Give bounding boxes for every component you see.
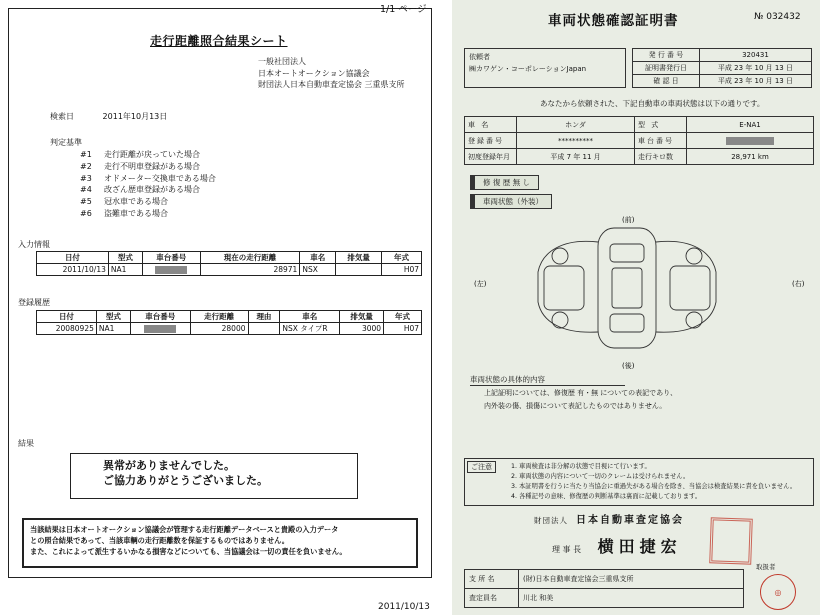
table-row: 2011/10/13 NA1 28971 NSX H07: [37, 264, 422, 276]
applicant-value: ㈱カワゲン・コーポレーションJapan: [469, 65, 587, 73]
chairman-label: 理 事 長: [552, 545, 582, 554]
intro-text: あなたから依頼された、下記自動車の車両状態は以下の通りです。: [540, 99, 765, 108]
organization-block: [258, 56, 428, 91]
org-line: 一般社団法人: [258, 57, 306, 66]
search-date-label: 検索日: [50, 112, 74, 121]
serial-number: № 032432: [754, 12, 801, 22]
remarks-list: [511, 462, 796, 502]
result-title: 結果: [18, 439, 34, 448]
redacted-chassis-number: [130, 323, 190, 335]
disclaimer-line: また、これによって派生するいかなる損害などについても、当協議会は一切の責任を負いません。: [30, 547, 347, 556]
criteria-item: #2 走行不明車登録がある場合: [80, 161, 200, 171]
criteria-item: #6 盗難車である場合: [80, 208, 168, 218]
vehicle-condition-certificate: [452, 0, 820, 615]
certificate-title: 車両状態確認証明書: [548, 13, 679, 29]
left-label: (左): [474, 280, 487, 288]
remarks-box: [464, 458, 814, 506]
chairman-line: [552, 534, 682, 557]
disclaimer-line: との照合結果であって、当該車輌の走行距離数を保証するものではありません。: [30, 536, 289, 545]
vehicle-table: 車 名 ホンダ 型 式 E-NA1 登録番号 ********** 車台番号 初度登録年月 平成 7 年 11 月 走行キロ数 28,971 km: [464, 116, 814, 165]
details-line: 内外装の傷、損傷について表記したものではありません。: [484, 402, 667, 410]
front-label: (前): [622, 216, 635, 224]
details-text: [484, 387, 677, 413]
disclaimer-box: [22, 518, 418, 568]
criteria-list: [80, 149, 216, 220]
remark-line: 3. 本証明書を行うに当たり当協会に重過失がある場合を除き、当協会は検査結果に責を負いません。: [511, 483, 797, 490]
search-date-row: [50, 111, 167, 122]
rear-label: (後): [622, 362, 635, 370]
org-line: 財団法人日本自動車査定協会 三重県支所: [258, 80, 405, 89]
issue-info-table: 発 行 番 号 320431 証明書発行日 平成 23 年 10 月 13 日 確 認 日 平成 23 年 10 月 13 日: [632, 48, 812, 88]
redacted-chassis-number: [687, 133, 814, 149]
remark-line: 2. 車両状態の内容について一切のクレームは受けられません。: [511, 473, 690, 480]
history-table: [36, 310, 422, 335]
criteria-item: #1 走行距離が戻っていた場合: [80, 150, 200, 159]
condition-tag: 車両状態（外装）: [470, 194, 552, 209]
criteria-title: 判定基準: [50, 138, 82, 147]
footer-date: 2011/10/13: [378, 602, 430, 612]
criteria-item: #5 冠水車である場合: [80, 197, 168, 207]
details-title: 車両状態の具体的内容: [470, 374, 625, 386]
car-diagram: [472, 212, 812, 372]
applicant-label: 依頼者: [469, 53, 490, 61]
right-label: (右): [792, 280, 805, 288]
sheet-title: 走行距離照合結果シート: [150, 34, 288, 48]
input-info-table: [36, 251, 422, 276]
redacted-chassis-number: [142, 264, 200, 276]
input-info-title: 入力情報: [18, 240, 50, 249]
search-date-value: 2011年10月13日: [102, 112, 168, 121]
association-name: 財団法人 日本自動車査定協会: [534, 515, 684, 526]
table-header-row: 日付 型式 車台番号 現在の走行距離 車名 排気量 年式: [37, 252, 422, 264]
remark-line: 4. 各種記号の意味、修復歴の判断基準は裏面に記載しております。: [511, 493, 702, 500]
remarks-tag: ご注意: [467, 461, 496, 473]
branch-table: 支 所 名 (財)日本自動車査定協会三重県支所 査定員名 川北 和美: [464, 569, 744, 608]
result-line: ご協力ありがとうございました。: [103, 474, 268, 487]
handler-stamp-icon: ◎: [760, 574, 796, 610]
applicant-box: [464, 48, 626, 88]
repair-history-tag: 修 復 歴 無 し: [470, 175, 539, 190]
chairman-name: 横田捷宏: [597, 537, 682, 556]
handler-label: 取扱者: [756, 563, 776, 571]
disclaimer-line: 当該結果は日本オートオークション協議会が管理する走行距離データベースと貴殿の入力データ: [30, 525, 339, 534]
official-seal-icon: [709, 517, 753, 564]
car-outline-icon: [472, 212, 812, 372]
table-header-row: 日付 型式 車台番号 走行距離 理由 車名 排気量 年式: [37, 311, 422, 323]
criteria-item: #4 改ざん歴車登録がある場合: [80, 185, 200, 195]
result-box: [70, 453, 358, 499]
page-number: 1/1 ページ: [380, 4, 427, 15]
history-title: 登録履歴: [18, 298, 50, 307]
table-row: 20080925 NA1 28000 NSX タイプR 3000 H07: [37, 323, 422, 335]
result-line: 異常がありませんでした。: [103, 459, 235, 472]
details-line: 上記証明については、修復歴 有・無 についての表記であり、: [484, 389, 678, 397]
remark-line: 1. 車両検査は非分解の状態で目視にて行います。: [511, 463, 651, 470]
criteria-item: #3 オドメーター交換車である場合: [80, 173, 216, 183]
org-line: 日本オートオークション協議会: [258, 68, 370, 78]
